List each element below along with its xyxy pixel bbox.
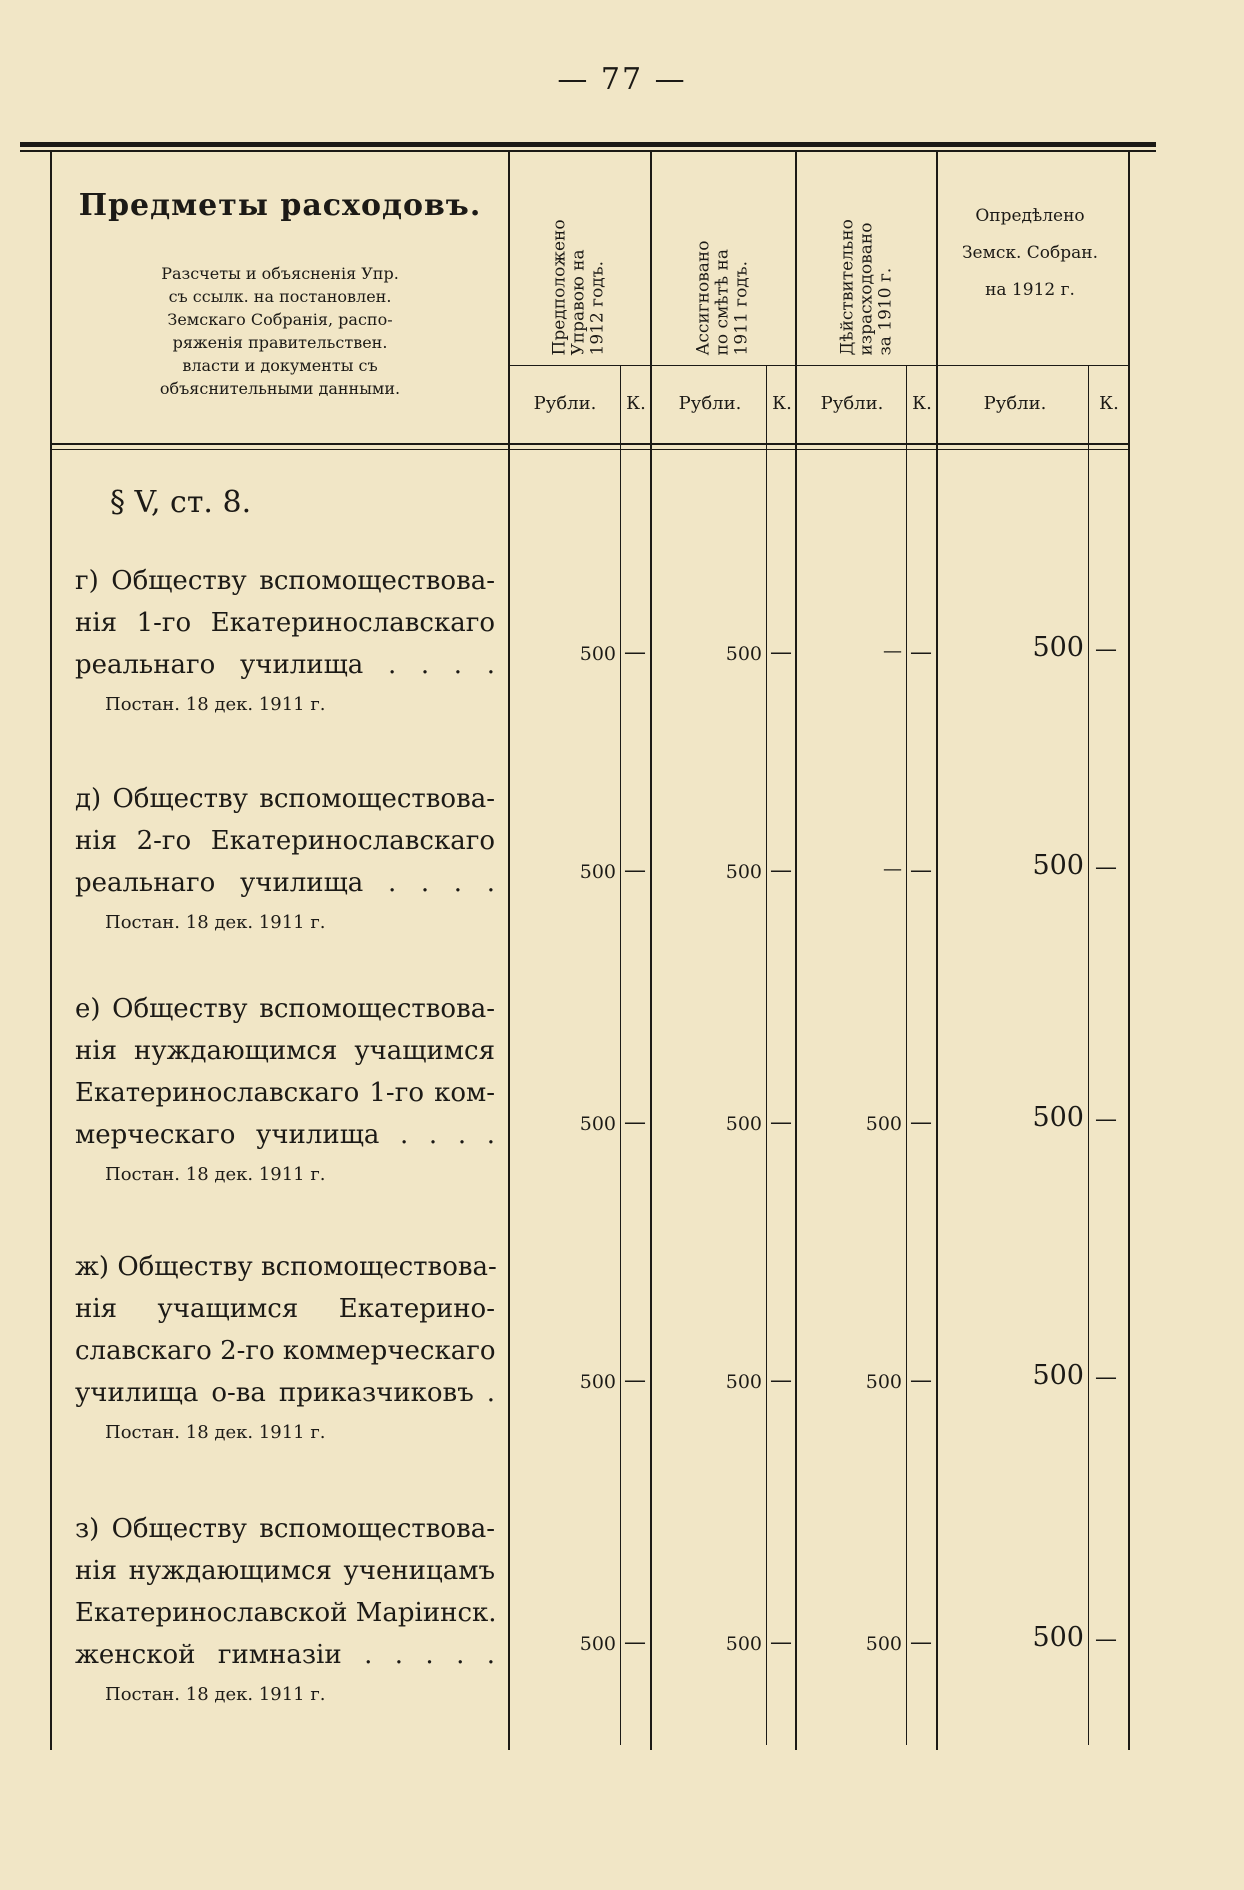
assigned-value: 500 [725, 1113, 762, 1135]
determined-kop: — [1095, 637, 1117, 662]
determined-value: 500 [1032, 632, 1084, 663]
proposed-value: 500 [579, 861, 616, 883]
col-rule-spent-kop [906, 365, 907, 1745]
header-determined: Опредѣлено Земск. Собран. на 1912 г. [961, 206, 1099, 300]
determined-kop: — [1095, 855, 1117, 880]
proposed-kop: — [624, 858, 646, 883]
spent-value: — [883, 858, 902, 880]
entry-reference: Постан. 18 дек. 1911 г. [105, 1422, 326, 1443]
unit-rub-spent: Рубли. [820, 393, 884, 414]
proposed-value: 500 [579, 1633, 616, 1655]
unit-kop-determined: К. [1099, 393, 1119, 414]
determined-kop: — [1095, 1365, 1117, 1390]
assigned-value: 500 [725, 861, 762, 883]
top-rule [20, 142, 1156, 147]
col-rule-left [50, 152, 52, 1750]
page-number: — 77 — [557, 62, 687, 97]
unit-kop-assigned: К. [772, 393, 792, 414]
assigned-kop: — [770, 1630, 792, 1655]
unit-kop-proposed: К. [626, 393, 646, 414]
entry-g: г) Обществу вспомоществова- нія 1-го Екатеринославскаго реальнаго училища . . . . Постан. 18 дек. 1911 г. [75, 566, 495, 715]
header-bottom-rule-2 [50, 449, 1128, 450]
spent-kop: — [910, 1630, 932, 1655]
assigned-kop: — [770, 858, 792, 883]
spent-value: 500 [865, 1113, 902, 1135]
unit-row-rule [508, 365, 1128, 366]
header-subtitle: Разсчеты и объясненія Упр. съ ссылк. на постановлен. Земскаго Собранія, распо- ряженія правительствен. власти и документы съ объяснительными данными. [159, 264, 401, 398]
unit-rub-proposed: Рубли. [533, 393, 597, 414]
header-spent: Дѣйствительно израсходовано за 1910 г. [837, 218, 896, 355]
entry-reference: Постан. 18 дек. 1911 г. [105, 1164, 326, 1185]
col-rule-right [1128, 152, 1130, 1750]
proposed-value: 500 [579, 1371, 616, 1393]
spent-value: 500 [865, 1371, 902, 1393]
spent-value: 500 [865, 1633, 902, 1655]
unit-kop-spent: К. [912, 393, 932, 414]
assigned-kop: — [770, 640, 792, 665]
spent-kop: — [910, 858, 932, 883]
spent-kop: — [910, 640, 932, 665]
unit-rub-assigned: Рубли. [678, 393, 742, 414]
header-proposed: Предположено Управою на 1912 годъ. [549, 218, 608, 355]
entry-e: е) Обществу вспомоществова- нія нуждающимся учащимся Екатеринославскаго 1-го ком- мерческаго училища . . . . Постан. 18 дек. 1911 г. [75, 994, 495, 1185]
proposed-value: 500 [579, 643, 616, 665]
proposed-kop: — [624, 640, 646, 665]
unit-rub-determined: Рубли. [983, 393, 1047, 414]
col-rule-proposed-kop [620, 365, 621, 1745]
top-rule-thin [20, 150, 1156, 152]
assigned-kop: — [770, 1368, 792, 1393]
proposed-value: 500 [579, 1113, 616, 1135]
section-heading: § V, ст. 8. [110, 485, 252, 520]
entry-zh: ж) Обществу вспомоществова- нія учащимся Екатерино- славскаго 2-го коммерческаго училища о-ва приказчиковъ . Постан. 18 дек. 1911 г. [75, 1252, 497, 1443]
spent-value: — [883, 640, 902, 662]
header-assigned: Ассигновано по смѣтѣ на 1911 годъ. [693, 240, 752, 355]
col-rule-text [508, 152, 510, 1750]
spent-kop: — [910, 1110, 932, 1135]
col-rule-assigned-kop [766, 365, 767, 1745]
col-rule-assigned [795, 152, 797, 1750]
col-rule-proposed [650, 152, 652, 1750]
header-bottom-rule [50, 443, 1128, 445]
assigned-kop: — [770, 1110, 792, 1135]
determined-value: 500 [1032, 1360, 1084, 1391]
spent-kop: — [910, 1368, 932, 1393]
assigned-value: 500 [725, 643, 762, 665]
determined-value: 500 [1032, 850, 1084, 881]
entry-reference: Постан. 18 дек. 1911 г. [105, 694, 326, 715]
entry-reference: Постан. 18 дек. 1911 г. [105, 1684, 326, 1705]
determined-kop: — [1095, 1107, 1117, 1132]
determined-value: 500 [1032, 1102, 1084, 1133]
entry-reference: Постан. 18 дек. 1911 г. [105, 912, 326, 933]
col-rule-determined-kop [1088, 365, 1089, 1745]
entry-d: д) Обществу вспомоществова- нія 2-го Екатеринославскаго реальнаго училища . . . . Постан. 18 дек. 1911 г. [75, 784, 495, 933]
assigned-value: 500 [725, 1371, 762, 1393]
proposed-kop: — [624, 1630, 646, 1655]
col-rule-spent [936, 152, 938, 1750]
proposed-kop: — [624, 1110, 646, 1135]
entry-z: з) Обществу вспомоществова- нія нуждающимся ученицамъ Екатеринославской Маріинск. женской гимназіи . . . . . Постан. 18 дек. 1911 г. [75, 1514, 497, 1705]
header-title: Предметы расходовъ. [78, 188, 482, 223]
assigned-value: 500 [725, 1633, 762, 1655]
determined-kop: — [1095, 1627, 1117, 1652]
determined-value: 500 [1032, 1622, 1084, 1653]
proposed-kop: — [624, 1368, 646, 1393]
